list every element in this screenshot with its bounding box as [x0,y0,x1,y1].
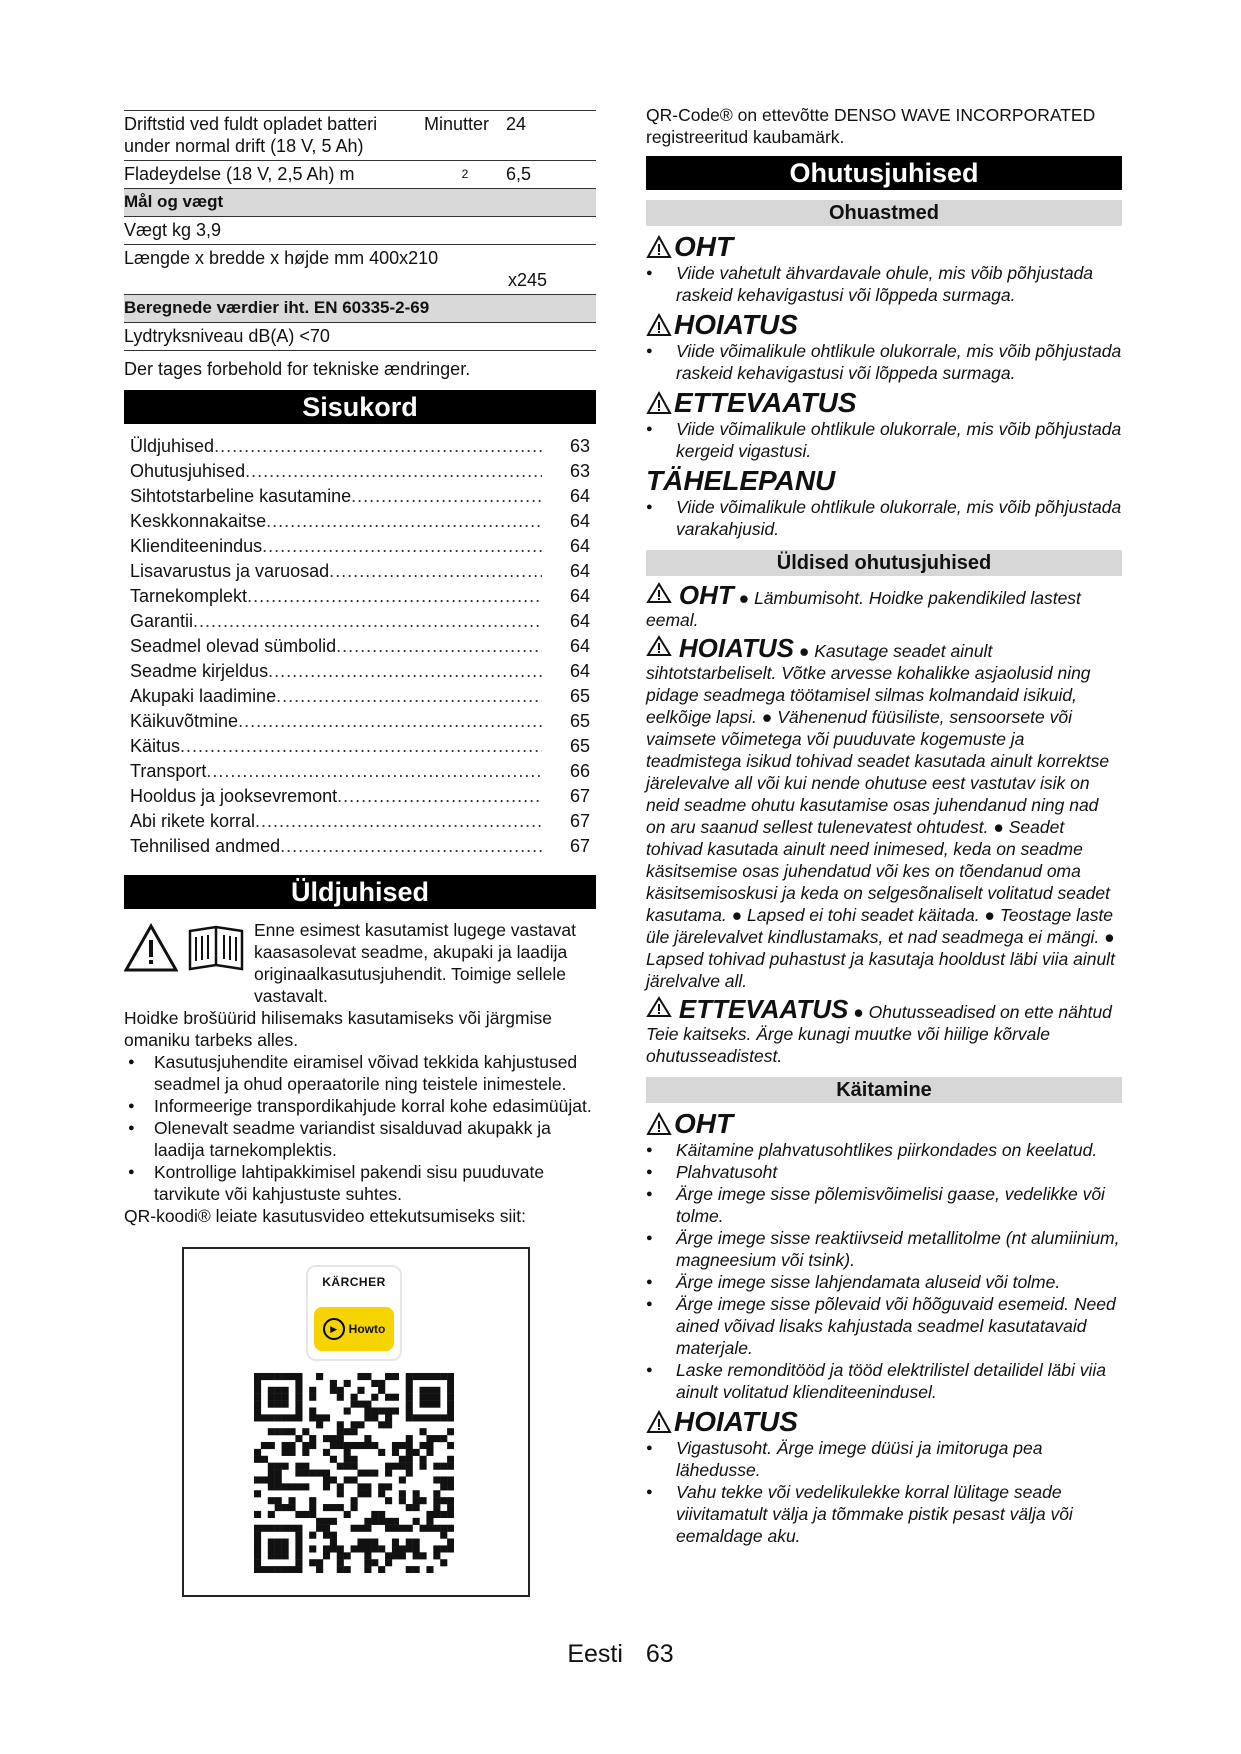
hazard-levels [646,232,1122,540]
warning-icon [646,391,672,415]
toc-item[interactable] [130,634,590,659]
hazard-level-heading: HOIATUS [646,310,1122,340]
toc-item[interactable] [130,434,590,459]
footer-language: Eesti [567,1640,623,1668]
toc-item-label: Seadme kirjeldus [130,661,269,681]
toc-item[interactable] [130,509,590,534]
warning-icon [646,1112,672,1136]
toc-item-label: Tehnilised andmed [130,836,281,856]
toc-leader [280,834,542,859]
qr-trademark-text: QR-Code® on ettevõtte DENSO WAVE INCORPORATED registreeritud kaubamärk. [646,105,1096,147]
hazard-levels-title: Ohuastmed [646,200,1122,226]
intro-text: Enne esimest kasutamist lugege vastavat kaasasolevat seadme, akupaki ja laadija originaalkasutusjuhendit. Toimige sellele vastavalt. [254,920,576,1006]
op-hoiatus-list [646,1437,1122,1547]
warning-icon [646,235,672,259]
toc-leader [351,484,542,509]
list-item: ● Kasutusjuhendite eiramisel võivad tekkida kahjustused seadmel ja ohud operaatorile ning teistele inimestele. [124,1051,596,1095]
gs-hoiatus-block: HOIATUS ● Kasutage seadet ainult sihtotstarbeliselt. Võtke arvesse kohalikke asjaolusid ning pidage seadmega töötamisel silmas kolmandaid isikuid, eelkõige lapsi. ● Vähenenud füüsiliste, sensoorsete või vaimsete võimetega või puuduvate kogemuste ja teadmistega isikud tohivad seadet kasutada ainult korrektse järelevalve all või kui nende ohutuse eest vastutav isik on neid seadme ohutu kasutamise osas juhendanud ning nad on aru saanud sellest tulenevatest ohtudest. ● Seadet tohivad kasutada ainult need inimesed, keda on seadme käsitsemise osas juhendatud või kes on tõendanud oma käsitsemisoskusi ja keda on selgesõnaliselt volitatud seadet kasutama. ● Lapsed ei tohi seadet käitada. ● Teostage laste üle järelevalvet kindlustamaks, et nad seadmega ei mängi. ● Lapsed tohivad puhastust ja kasutaja hooldust läbi viia ainult järelvalve all. [646,633,1115,991]
toc-item-label: Üldjuhised [130,436,215,456]
safety-title: Ohutusjuhised [646,156,1122,190]
toc-leader [337,784,542,809]
toc-item[interactable] [130,734,590,759]
toc-item[interactable] [130,834,590,859]
toc-item[interactable] [130,659,590,684]
toc-leader [193,609,542,634]
warning-icon [646,1410,672,1434]
hazard-level-description: ● Viide võimalikule ohtlikule olukorrale, mis võib põhjustada raskeid kehavigastusi või lõppeda surmaga. [646,340,1122,384]
hazard-level-heading: OHT [646,232,1122,262]
toc-leader [255,809,542,834]
operation-title: Käitamine [646,1077,1122,1103]
toc-item[interactable] [130,709,590,734]
hazard-level-description: ● Viide võimalikule ohtlikule olukorrale, mis võib põhjustada varakahjusid. [646,496,1122,540]
karcher-howto-badge [306,1265,402,1361]
spec-table [124,110,596,351]
toc-item[interactable] [130,484,590,509]
general-bullets [124,1051,596,1205]
right-column [646,104,1122,1547]
toc-item-page: 66 [569,761,590,781]
toc-leader [247,584,542,609]
spec-section-calc: Beregnede værdier iht. EN 60335-2-69 [124,294,596,322]
list-item: ● Informeerige transpordikahjude korral kohe edasimüüjat. [124,1095,596,1117]
toc-leader [206,759,542,784]
toc-item[interactable] [130,534,590,559]
warning-icon [646,313,672,337]
toc-item-label: Garantii [130,611,194,631]
toc-item-page: 64 [569,611,590,631]
toc-item-page: 64 [569,586,590,606]
toc-item-label: Tarnekomplekt [130,586,248,606]
toc-item-label: Käikuvõtmine [130,711,239,731]
op-hoiatus-heading: HOIATUS [646,1407,1122,1437]
intro-block [124,919,596,1007]
toc-item-page: 64 [569,511,590,531]
list-item: ● Laske remonditööd ja tööd elektrilistel detailidel läbi viia ainult volitatud klienditeenindusel. [646,1359,1122,1403]
hazard-level-description: ● Viide võimalikule ohtlikule olukorrale, mis võib põhjustada kergeid vigastusi. [646,418,1122,462]
toc-item-page: 67 [569,786,590,806]
hazard-level-heading: TÄHELEPANU [646,465,836,496]
toc-item-page: 67 [569,811,590,831]
warning-icon [646,996,672,1018]
toc-item-page: 67 [569,836,590,856]
toc-title: Sisukord [124,390,596,424]
toc-item[interactable] [130,559,590,584]
toc-item-page: 63 [569,461,590,481]
toc-item-label: Keskkonnakaitse [130,511,267,531]
list-item: ● Vahu tekke või vedelikulekke korral lülitage seade viivitamatult välja ja tõmmake pistik pesast välja või eemaldage aku. [646,1481,1122,1547]
toc-item-label: Klienditeenindus [130,536,263,556]
toc-leader [276,684,542,709]
list-item: ● Olenevalt seadme variandist sisalduvad akupakk ja laadija tarnekomplektis. [124,1117,596,1161]
toc-item[interactable] [130,609,590,634]
toc-item-label: Käitus [130,736,181,756]
manual-book-icon [186,923,246,973]
toc-item-page: 65 [569,711,590,731]
warning-icon [124,923,178,973]
table-of-contents [124,434,596,859]
list-item: ● Ärge imege sisse põlemisvõimelisi gaase, vedelikke või tolme. [646,1183,1122,1227]
howto-label: Howto [348,1322,386,1336]
toc-item-label: Hooldus ja jooksevremont [130,786,338,806]
toc-leader [268,659,542,684]
toc-item-page: 65 [569,686,590,706]
toc-item-page: 64 [569,536,590,556]
warning-icon [646,635,672,657]
op-oht-heading: OHT [646,1109,1122,1139]
play-icon: ▶ [323,1318,345,1340]
toc-item-label: Seadmel olevad sümbolid [130,636,337,656]
keep-brochures-text: Hoidke brošüürid hilisemaks kasutamiseks või järgmise omaniku tarbeks alles. [124,1008,552,1050]
list-item: ● Vigastusoht. Ärge imege düüsi ja imitoruga pea lähedusse. [646,1437,1122,1481]
toc-leader [336,634,542,659]
hazard-level-heading: ETTEVAATUS [646,388,1122,418]
brand-logo-text: KÄRCHER [322,1275,386,1289]
toc-leader [262,534,542,559]
toc-item-label: Transport [130,761,207,781]
spec-row-dimensions: Længde x bredde x højde mm 400x210 x245 [124,244,596,294]
qr-code-panel [182,1247,530,1597]
list-item: ● Kontrollige lahtipakkimisel pakendi sisu puuduvate tarvikute või kahjustuste suhtes. [124,1161,596,1205]
list-item: ● Ärge imege sisse põlevaid või hõõguvaid esemeid. Need ained võivad lisaks kahjustada seadmel kasutatavaid materjale. [646,1293,1122,1359]
qr-code-image[interactable] [254,1373,454,1573]
list-item: ● Ärge imege sisse reaktiivseid metallitolme (nt alumiinium, magneesium või tsink). [646,1227,1122,1271]
toc-item-label: Sihtotstarbeline kasutamine [130,486,352,506]
toc-item-page: 63 [569,436,590,456]
op-oht-list [646,1139,1122,1403]
spec-note: Der tages forbehold for tekniske ændringer. [124,359,471,379]
footer-page-number: 63 [645,1640,674,1668]
spec-row-noise: Lydtryksniveau dB(A) <70 [124,322,596,351]
toc-item[interactable] [130,684,590,709]
toc-leader [329,559,542,584]
warning-icon [646,582,672,604]
toc-leader [245,459,542,484]
gs-ettevaatus-block: ETTEVAATUS ● Ohutusseadised on ette nähtud Teie kaitseks. Ärge kunagi muutke või hiilige kõrvale ohutusseadistest. [646,994,1112,1066]
toc-item-page: 64 [569,636,590,656]
page-footer [0,1640,1241,1669]
toc-leader [180,734,542,759]
list-item: ● Ärge imege sisse lahjendamata aluseid või tolme. [646,1271,1122,1293]
toc-item[interactable] [130,784,590,809]
toc-item-page: 64 [569,561,590,581]
toc-leader [214,434,542,459]
toc-item-label: Ohutusjuhised [130,461,246,481]
toc-leader [238,709,542,734]
toc-item-label: Lisavarustus ja varuosad [130,561,330,581]
list-item: ● Käitamine plahvatusohtlikes piirkondades on keelatud. [646,1139,1122,1161]
toc-item-page: 64 [569,661,590,681]
spec-row-runtime: Driftstid ved fuldt opladet batteri under normal drift (18 V, 5 Ah) Minutter 24 [124,110,596,160]
general-safety-title: Üldised ohutusjuhised [646,550,1122,576]
gs-oht-block: OHT ● Lämbumisoht. Hoidke pakendikiled lastest eemal. [646,580,1081,630]
toc-leader [266,509,542,534]
toc-item[interactable] [130,759,590,784]
toc-item[interactable] [130,584,590,609]
spec-row-area: Fladeydelse (18 V, 2,5 Ah) m 2 6,5 [124,160,596,188]
toc-item-page: 65 [569,736,590,756]
toc-item[interactable] [130,459,590,484]
list-item: ● Plahvatusoht [646,1161,1122,1183]
toc-item-page: 64 [569,486,590,506]
toc-item-label: Abi rikete korral [130,811,256,831]
spec-section-weight: Mål og vægt [124,188,596,216]
qr-intro-text: QR-koodi® leiate kasutusvideo ettekutsumiseks siit: [124,1206,526,1226]
spec-row-weight: Vægt kg 3,9 [124,216,596,244]
hazard-level-description: ● Viide vahetult ähvardavale ohule, mis võib põhjustada raskeid kehavigastusi või lõppeda surmaga. [646,262,1122,306]
toc-item-label: Akupaki laadimine [130,686,277,706]
left-column [124,110,596,1597]
toc-item[interactable] [130,809,590,834]
general-title: Üldjuhised [124,875,596,909]
